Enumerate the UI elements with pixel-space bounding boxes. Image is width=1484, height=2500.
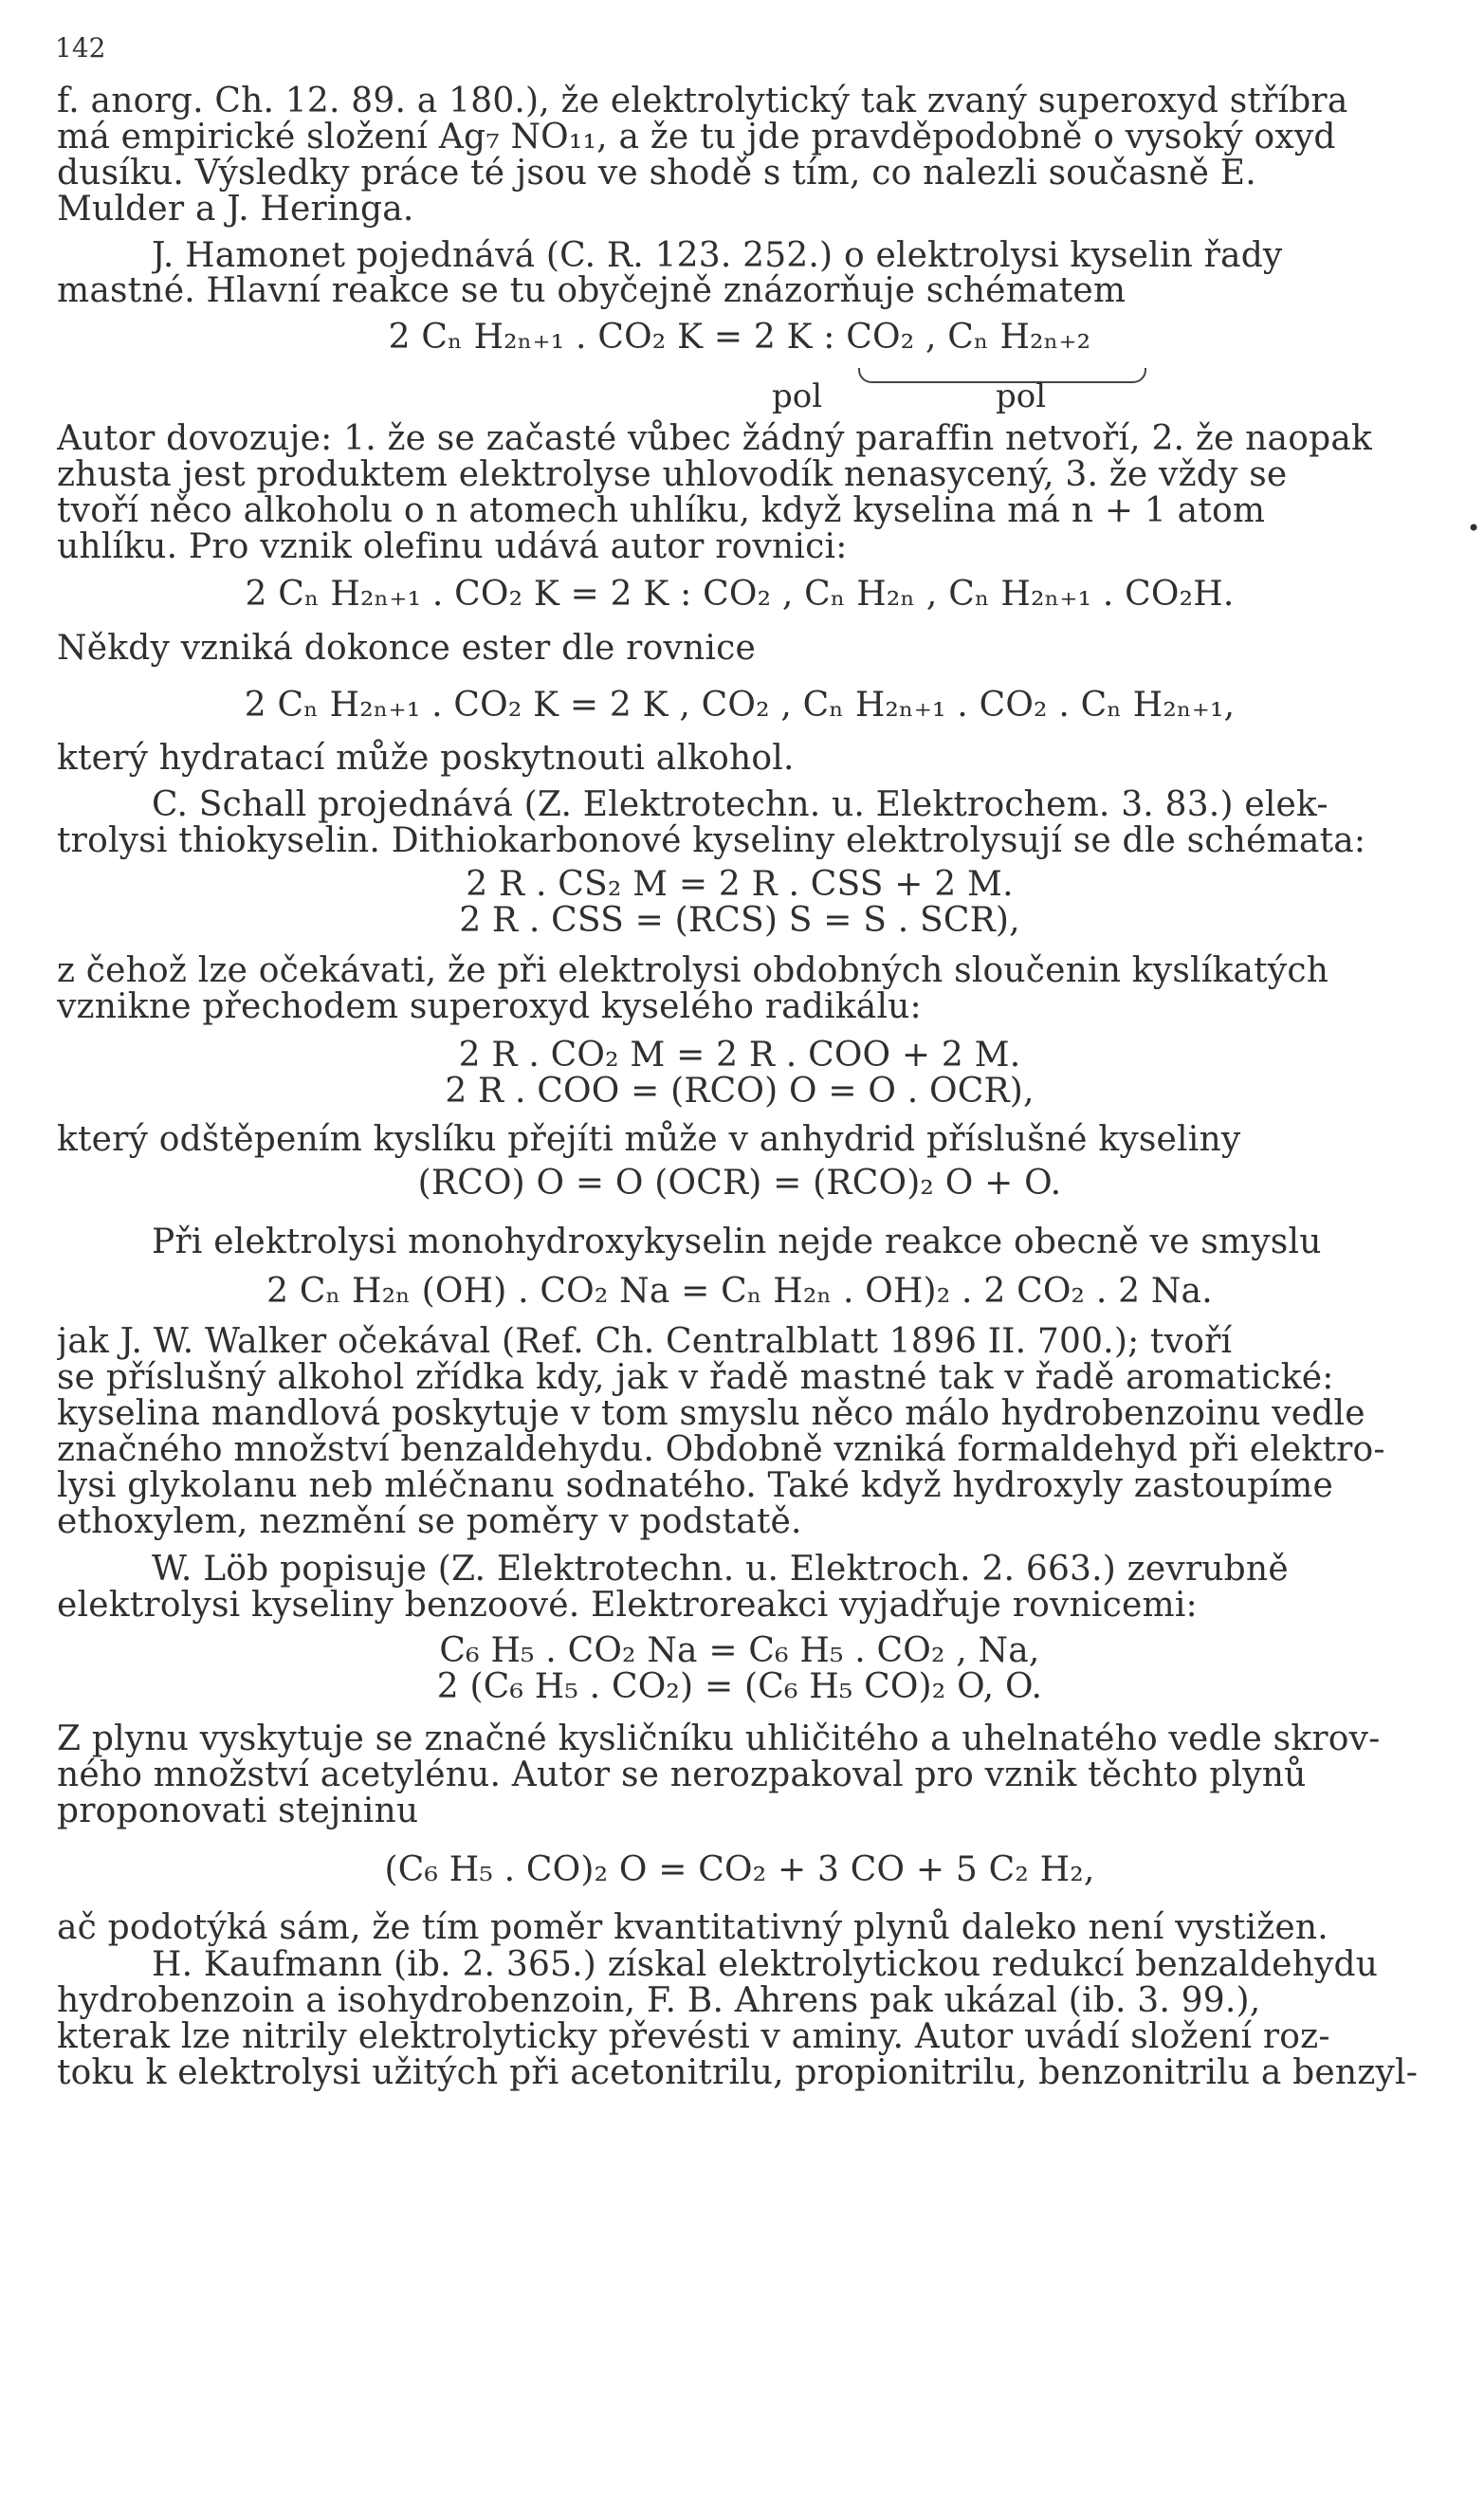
text-line: který odštěpením kyslíku přejíti může v anhydrid příslušné kyseliny — [57, 1120, 1241, 1159]
text-line: C. Schall projednává (Z. Elektrotechn. u. Elektrochem. 3. 83.) elek- — [152, 785, 1328, 824]
text-line: lysi glykolanu neb mléčnanu sodnatého. Také když hydroxyly zastoupíme — [57, 1466, 1334, 1505]
equation: 2 Cₙ H₂ₙ (OH) . CO₂ Na = Cₙ H₂ₙ . OH)₂ . 2 CO₂ . 2 Na. — [266, 1272, 1213, 1311]
text-line: proponovati stejninu — [57, 1792, 419, 1830]
text-line: f. anorg. Ch. 12. 89. a 180.), že elektrolytický tak zvaný superoxyd stříbra — [57, 82, 1348, 120]
text-line: H. Kaufmann (ib. 2. 365.) získal elektrolytickou redukcí benzaldehydu — [152, 1945, 1379, 1984]
text-line: ethoxylem, nezmění se poměry v podstatě. — [57, 1502, 802, 1541]
text-line: značného množství benzaldehydu. Obdobně vzniká formaldehyd při elektro- — [57, 1430, 1385, 1469]
text-line: který hydratací může poskytnouti alkohol. — [57, 739, 795, 778]
text-line: Mulder a J. Heringa. — [57, 190, 414, 229]
equation: 2 Cₙ H₂ₙ₊₁ . CO₂ K = 2 K : CO₂ , Cₙ H₂ₙ , Cₙ H₂ₙ₊₁ . CO₂H. — [245, 575, 1235, 614]
equation: C₆ H₅ . CO₂ Na = C₆ H₅ . CO₂ , Na, — [439, 1631, 1040, 1670]
equation: 2 R . COO = (RCO) O = O . OCR), — [445, 1072, 1035, 1111]
text-line: z čehož lze očekávati, že při elektrolysi obdobných sloučenin kyslíkatých — [57, 951, 1329, 990]
text-line: dusíku. Výsledky práce té jsou ve shodě s tím, co nalezli současně E. — [57, 154, 1256, 193]
text-line: má empirické složení Ag₇ NO₁₁, a že tu jde pravděpodobně o vysoký oxyd — [57, 118, 1336, 156]
equation: 2 (C₆ H₅ . CO₂) = (C₆ H₅ CO)₂ O, O. — [436, 1667, 1043, 1706]
equation: 2 R . CSS = (RCS) S = S . SCR), — [459, 901, 1020, 940]
text-line: W. Löb popisuje (Z. Elektrotechn. u. Elektroch. 2. 663.) zevrubně — [152, 1550, 1289, 1589]
page-number: 142 — [55, 32, 106, 64]
text-line: kyselina mandlová poskytuje v tom smyslu něco málo hydrobenzoinu vedle — [57, 1394, 1365, 1433]
text-line: ného množství acetylénu. Autor se nerozpakoval pro vznik těchto plynů — [57, 1756, 1307, 1794]
text-line: Při elektrolysi monohydroxykyselin nejde reakce obecně ve smyslu — [152, 1222, 1322, 1261]
text-line: Někdy vzniká dokonce ester dle rovnice — [57, 629, 756, 668]
pol-label: pol — [996, 377, 1047, 415]
text-line: trolysi thiokyselin. Dithiokarbonové kyseliny elektrolysují se dle schémata: — [57, 821, 1366, 860]
text-line: elektrolysi kyseliny benzoové. Elektroreakci vyjadřuje rovnicemi: — [57, 1586, 1198, 1625]
text-line: toku k elektrolysi užitých při acetonitrilu, propionitrilu, benzonitrilu a benzyl- — [57, 2053, 1419, 2092]
text-line: jak J. W. Walker očekával (Ref. Ch. Centralblatt 1896 II. 700.); tvoří — [57, 1322, 1233, 1361]
equation: 2 R . CO₂ M = 2 R . COO + 2 M. — [458, 1036, 1021, 1075]
text-line: Autor dovozuje: 1. že se začasté vůbec žádný paraffin netvoří, 2. že naopak — [57, 419, 1372, 458]
equation: 2 R . CS₂ M = 2 R . CSS + 2 M. — [466, 865, 1014, 904]
equation: 2 Cₙ H₂ₙ₊₁ . CO₂ K = 2 K : CO₂ , Cₙ H₂ₙ₊₂ — [388, 318, 1091, 357]
text-line: Z plynu vyskytuje se značné kysličníku uhličitého a uhelnatého vedle skrov- — [57, 1719, 1381, 1758]
text-line: mastné. Hlavní reakce se tu obyčejně znázorňuje schématem — [57, 271, 1127, 310]
equation: (C₆ H₅ . CO)₂ O = CO₂ + 3 CO + 5 C₂ H₂, — [384, 1850, 1095, 1889]
equation: (RCO) O = O (OCR) = (RCO)₂ O + O. — [417, 1164, 1062, 1203]
text-line: uhlíku. Pro vznik olefinu udává autor rovnici: — [57, 527, 848, 566]
text-line: se příslušný alkohol zřídka kdy, jak v řadě mastné tak v řadě aromatické: — [57, 1358, 1334, 1397]
margin-dot: • — [1467, 515, 1481, 542]
text-line: zhusta jest produktem elektrolyse uhlovodík nenasycený, 3. že vždy se — [57, 455, 1288, 494]
text-line: tvoří něco alkoholu o n atomech uhlíku, když kyselina má n + 1 atom — [57, 491, 1266, 530]
text-line: kterak lze nitrily elektrolyticky převésti v aminy. Autor uvádí složení roz- — [57, 2017, 1330, 2056]
text-line: ač podotýká sám, že tím poměr kvantitativný plynů daleko není vystižen. — [57, 1908, 1328, 1947]
pol-label: pol — [772, 377, 823, 415]
text-line: hydrobenzoin a isohydrobenzoin, F. B. Ahrens pak ukázal (ib. 3. 99.), — [57, 1981, 1261, 2020]
equation: 2 Cₙ H₂ₙ₊₁ . CO₂ K = 2 K , CO₂ , Cₙ H₂ₙ₊₁ . CO₂ . Cₙ H₂ₙ₊₁, — [244, 686, 1236, 725]
text-line: vznikne přechodem superoxyd kyselého radikálu: — [57, 987, 922, 1026]
text-line: J. Hamonet pojednává (C. R. 123. 252.) o elektrolysi kyselin řady — [152, 236, 1283, 275]
